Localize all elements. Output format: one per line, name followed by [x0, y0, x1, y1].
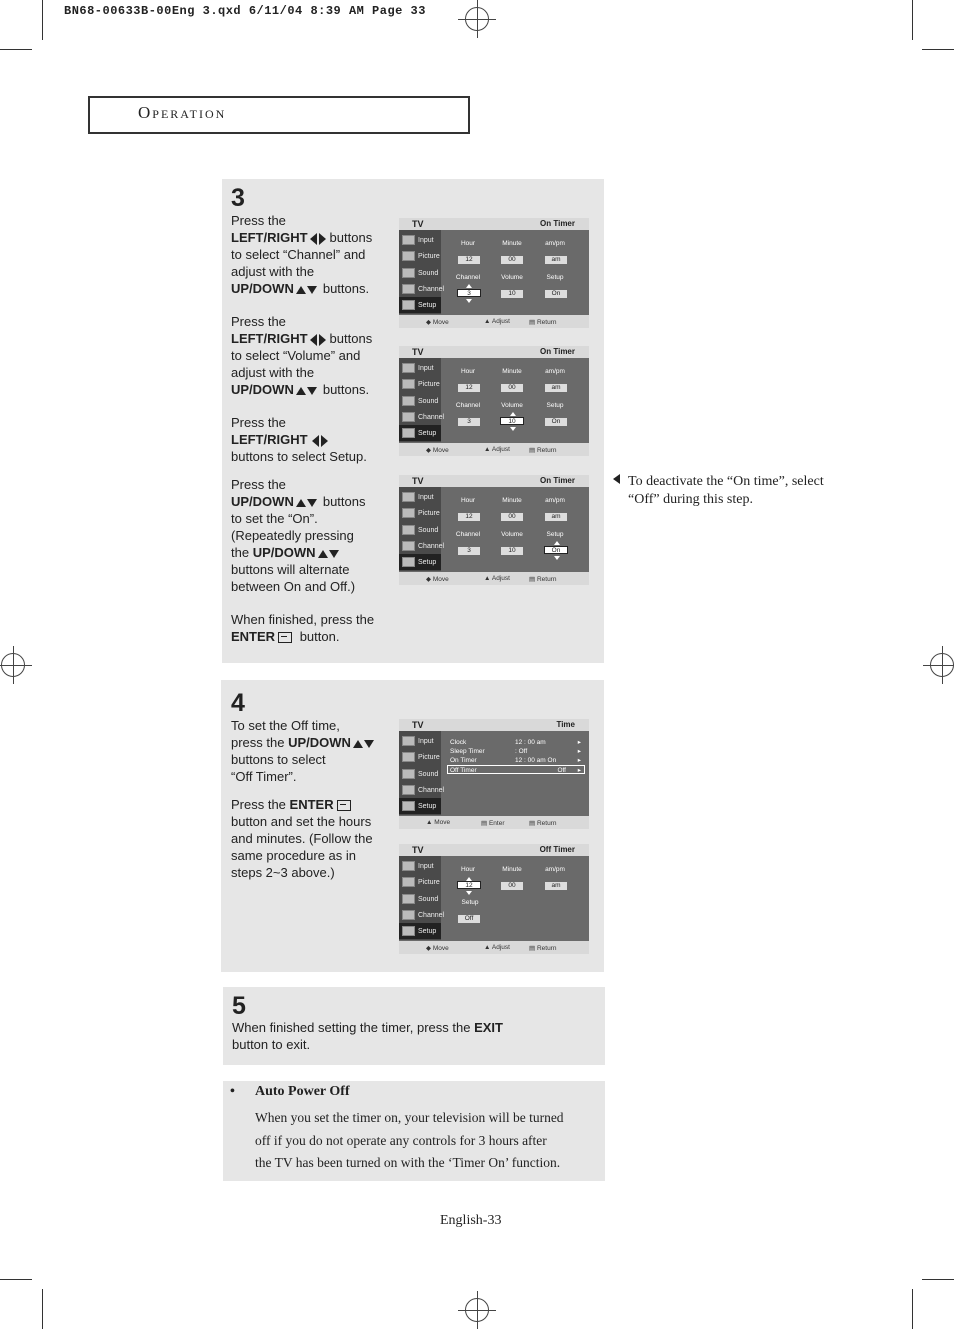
down-arrow-icon: [554, 556, 560, 560]
channel-label: Channel: [455, 402, 481, 409]
page-footer: English-33: [440, 1213, 502, 1228]
menu-picture: Picture: [399, 874, 441, 890]
side-note: To deactivate the “On time”, select “Off” during this step.: [628, 474, 824, 507]
input-icon: [402, 235, 415, 245]
move-hint: ◆ Move: [426, 576, 449, 583]
sound-icon: [402, 268, 415, 278]
down-arrow-icon: [307, 387, 317, 395]
screen-title: On Timer: [540, 219, 575, 228]
menu-setup: Setup: [399, 923, 441, 939]
channel-icon: [402, 785, 415, 795]
right-arrow-icon: [319, 334, 326, 346]
up-arrow-icon: [353, 740, 363, 748]
step-3-instruction-5: When finished, press the ENTER button.: [231, 612, 375, 644]
picture-icon: [402, 508, 415, 518]
down-arrow-icon: [307, 499, 317, 507]
picture-icon: [402, 877, 415, 887]
channel-value: 3: [458, 418, 480, 426]
setup-label: Setup: [546, 402, 564, 409]
return-hint: ▤ Return: [529, 945, 557, 952]
hour-value: 12: [458, 256, 480, 264]
menu-sound: Sound: [399, 393, 441, 409]
screen-tv-label: TV: [412, 476, 424, 486]
step-number: 5: [232, 992, 246, 1020]
step-3-instruction-4: Press the UP/DOWN buttons to set the “On”. (Repeatedly pressing the UP/DOWN buttons will alternate between On and Off.): [231, 477, 366, 594]
up-arrow-icon: [296, 499, 306, 507]
screen-hintbar: [399, 941, 589, 954]
setup-icon: [402, 801, 415, 811]
step-3-instruction-2: Press the LEFT/RIGHT buttons to select “Volume” and adjust with the UP/DOWN buttons.: [231, 314, 373, 397]
channel-icon: [402, 412, 415, 422]
registration-mark-icon: [1, 653, 25, 677]
up-arrow-icon: [296, 387, 306, 395]
crop-mark: [922, 1279, 954, 1280]
channel-icon: [402, 284, 415, 294]
screen-hintbar: [399, 816, 589, 829]
time-menu-screen: [399, 719, 589, 829]
input-icon: [402, 736, 415, 746]
left-arrow-icon: [310, 334, 317, 346]
volume-label: Volume: [501, 531, 523, 538]
up-arrow-icon: [318, 550, 328, 558]
screen-sidebar: [399, 856, 445, 940]
menu-sound: Sound: [399, 265, 441, 281]
left-arrow-icon: [312, 435, 319, 447]
step-3-instruction-1: Press the LEFT/RIGHT buttons to select “Channel” and adjust with the UP/DOWN buttons.: [231, 213, 373, 296]
screen-tv-label: TV: [412, 347, 424, 357]
screen-hintbar: [399, 572, 589, 585]
menu-channel: Channel: [399, 281, 441, 297]
up-arrow-icon: [466, 284, 472, 288]
step-number: 4: [231, 689, 245, 717]
menu-setup: Setup: [399, 554, 441, 570]
step-3-instruction-3: Press the LEFT/RIGHT buttons to select Setup.: [231, 415, 367, 464]
crop-mark: [912, 1289, 913, 1329]
menu-setup: Setup: [399, 425, 441, 441]
crop-mark: [42, 0, 43, 40]
time-menu-row: On Timer 12 : 00 am On ▸: [450, 757, 581, 764]
hour-label: Hour: [460, 240, 476, 247]
channel-label: Channel: [455, 274, 481, 281]
hour-value: 12: [458, 513, 480, 521]
sound-icon: [402, 396, 415, 406]
adjust-hint: ▲ Adjust: [484, 944, 510, 951]
volume-label: Volume: [501, 402, 523, 409]
adjust-hint: ▲ Adjust: [484, 318, 510, 325]
time-menu-row-selected: Off Timer Off ▸: [447, 765, 585, 774]
minute-value: 00: [501, 882, 523, 890]
down-arrow-icon: [510, 427, 516, 431]
ampm-value: am: [545, 384, 567, 392]
hour-label: Hour: [460, 866, 476, 873]
menu-input: Input: [399, 232, 441, 248]
setup-value: On: [545, 290, 567, 298]
ampm-label: am/pm: [545, 497, 565, 504]
setup-value: Off: [458, 915, 480, 923]
auto-power-body: When you set the timer on, your television will be turned off if you do not operate any controls for 3 hours after the TV has been turned on with the ‘Timer On’ function.: [255, 1110, 564, 1170]
setup-label: Setup: [546, 274, 564, 281]
screen-sidebar: [399, 731, 445, 815]
menu-sound: Sound: [399, 522, 441, 538]
right-arrow-icon: [321, 435, 328, 447]
hour-value: 12: [458, 384, 480, 392]
menu-setup: Setup: [399, 297, 441, 313]
down-arrow-icon: [329, 550, 339, 558]
return-hint: ▤ Return: [529, 447, 557, 454]
down-arrow-icon: [466, 299, 472, 303]
time-menu-row: Sleep Timer : Off ▸: [450, 748, 581, 755]
ampm-label: am/pm: [545, 240, 565, 247]
screen-title: Time: [556, 720, 575, 729]
menu-input: Input: [399, 858, 441, 874]
enter-icon: [278, 632, 292, 643]
screen-hintbar: [399, 443, 589, 456]
menu-picture: Picture: [399, 376, 441, 392]
crop-mark: [0, 49, 32, 50]
screen-tv-label: TV: [412, 219, 424, 229]
ampm-label: am/pm: [545, 368, 565, 375]
down-arrow-icon: [466, 891, 472, 895]
minute-label: Minute: [502, 866, 522, 873]
up-arrow-icon: [510, 412, 516, 416]
section-title: Operation: [138, 103, 227, 122]
volume-value: 10: [500, 417, 524, 425]
time-menu-row: Clock 12 : 00 am ▸: [450, 739, 581, 746]
screen-hintbar: [399, 315, 589, 328]
step-4-instruction-1: To set the Off time, press the UP/DOWN buttons to select “Off Timer”.: [231, 717, 396, 785]
input-icon: [402, 363, 415, 373]
on-timer-screen-channel: [399, 218, 589, 328]
registration-mark-icon: [465, 1298, 489, 1322]
channel-icon: [402, 910, 415, 920]
minute-value: 00: [501, 513, 523, 521]
minute-label: Minute: [502, 240, 522, 247]
setup-value: On: [545, 418, 567, 426]
hour-label: Hour: [460, 368, 476, 375]
screen-sidebar: [399, 230, 445, 314]
volume-label: Volume: [501, 274, 523, 281]
setup-icon: [402, 428, 415, 438]
registration-mark-icon: [465, 7, 489, 31]
left-arrow-icon: [310, 233, 317, 245]
ampm-value: am: [545, 513, 567, 521]
enter-hint: ▤ Enter: [481, 820, 505, 827]
menu-input: Input: [399, 360, 441, 376]
registration-mark-icon: [930, 653, 954, 677]
channel-label: Channel: [455, 531, 481, 538]
screen-tv-label: TV: [412, 720, 424, 730]
crop-mark: [922, 49, 954, 50]
setup-icon: [402, 926, 415, 936]
auto-power-title: Auto Power Off: [255, 1084, 350, 1099]
minute-value: 00: [501, 384, 523, 392]
print-header: BN68-00633B-00Eng 3.qxd 6/11/04 8:39 AM Page 33: [64, 4, 426, 18]
setup-label: Setup: [546, 531, 564, 538]
minute-value: 00: [501, 256, 523, 264]
setup-icon: [402, 557, 415, 567]
minute-label: Minute: [502, 368, 522, 375]
step-5-instruction: When finished setting the timer, press the EXIT button to exit.: [232, 1020, 503, 1052]
move-hint: ◆ Move: [426, 945, 449, 952]
return-hint: ▤ Return: [529, 576, 557, 583]
picture-icon: [402, 752, 415, 762]
sound-icon: [402, 894, 415, 904]
input-icon: [402, 861, 415, 871]
menu-input: Input: [399, 733, 441, 749]
screen-title: Off Timer: [539, 845, 575, 854]
menu-picture: Picture: [399, 505, 441, 521]
ampm-value: am: [545, 882, 567, 890]
screen-title: On Timer: [540, 347, 575, 356]
screen-tv-label: TV: [412, 845, 424, 855]
ampm-value: am: [545, 256, 567, 264]
down-arrow-icon: [364, 740, 374, 748]
setup-value: On: [544, 546, 568, 554]
channel-value: 3: [457, 289, 481, 297]
setup-icon: [402, 300, 415, 310]
right-arrow-icon: [319, 233, 326, 245]
on-timer-screen-volume: [399, 346, 589, 456]
menu-channel: Channel: [399, 538, 441, 554]
return-hint: ▤ Return: [529, 319, 557, 326]
on-timer-screen-setup: [399, 475, 589, 585]
ampm-label: am/pm: [545, 866, 565, 873]
up-arrow-icon: [296, 286, 306, 294]
down-arrow-icon: [307, 286, 317, 294]
screen-sidebar: [399, 358, 445, 442]
setup-label: Setup: [461, 899, 479, 906]
picture-icon: [402, 379, 415, 389]
sound-icon: [402, 769, 415, 779]
sound-icon: [402, 525, 415, 535]
adjust-hint: ▲ Adjust: [484, 446, 510, 453]
return-hint: ▤ Return: [529, 820, 557, 827]
move-hint: ◆ Move: [426, 447, 449, 454]
menu-channel: Channel: [399, 907, 441, 923]
enter-icon: [337, 800, 351, 811]
minute-label: Minute: [502, 497, 522, 504]
picture-icon: [402, 251, 415, 261]
up-arrow-icon: [554, 541, 560, 545]
crop-mark: [42, 1289, 43, 1329]
menu-channel: Channel: [399, 782, 441, 798]
menu-sound: Sound: [399, 766, 441, 782]
menu-setup: Setup: [399, 798, 441, 814]
hour-value: 12: [457, 881, 481, 889]
channel-icon: [402, 541, 415, 551]
crop-mark: [0, 1279, 32, 1280]
move-hint: ▲ Move: [426, 819, 451, 826]
channel-value: 3: [458, 547, 480, 555]
screen-sidebar: [399, 487, 445, 571]
menu-channel: Channel: [399, 409, 441, 425]
menu-input: Input: [399, 489, 441, 505]
crop-mark: [912, 0, 913, 40]
input-icon: [402, 492, 415, 502]
menu-sound: Sound: [399, 891, 441, 907]
volume-value: 10: [501, 547, 523, 555]
hour-label: Hour: [460, 497, 476, 504]
bullet: •: [230, 1084, 235, 1099]
menu-picture: Picture: [399, 749, 441, 765]
step-4-instruction-2: Press the ENTER button and set the hours and minutes. (Follow the same procedure as in steps 2~3 above.): [231, 797, 373, 880]
screen-title: On Timer: [540, 476, 575, 485]
step-number: 3: [231, 184, 245, 212]
move-hint: ◆ Move: [426, 319, 449, 326]
off-timer-screen: [399, 844, 589, 954]
note-pointer-icon: [613, 474, 620, 484]
menu-picture: Picture: [399, 248, 441, 264]
adjust-hint: ▲ Adjust: [484, 575, 510, 582]
volume-value: 10: [501, 290, 523, 298]
